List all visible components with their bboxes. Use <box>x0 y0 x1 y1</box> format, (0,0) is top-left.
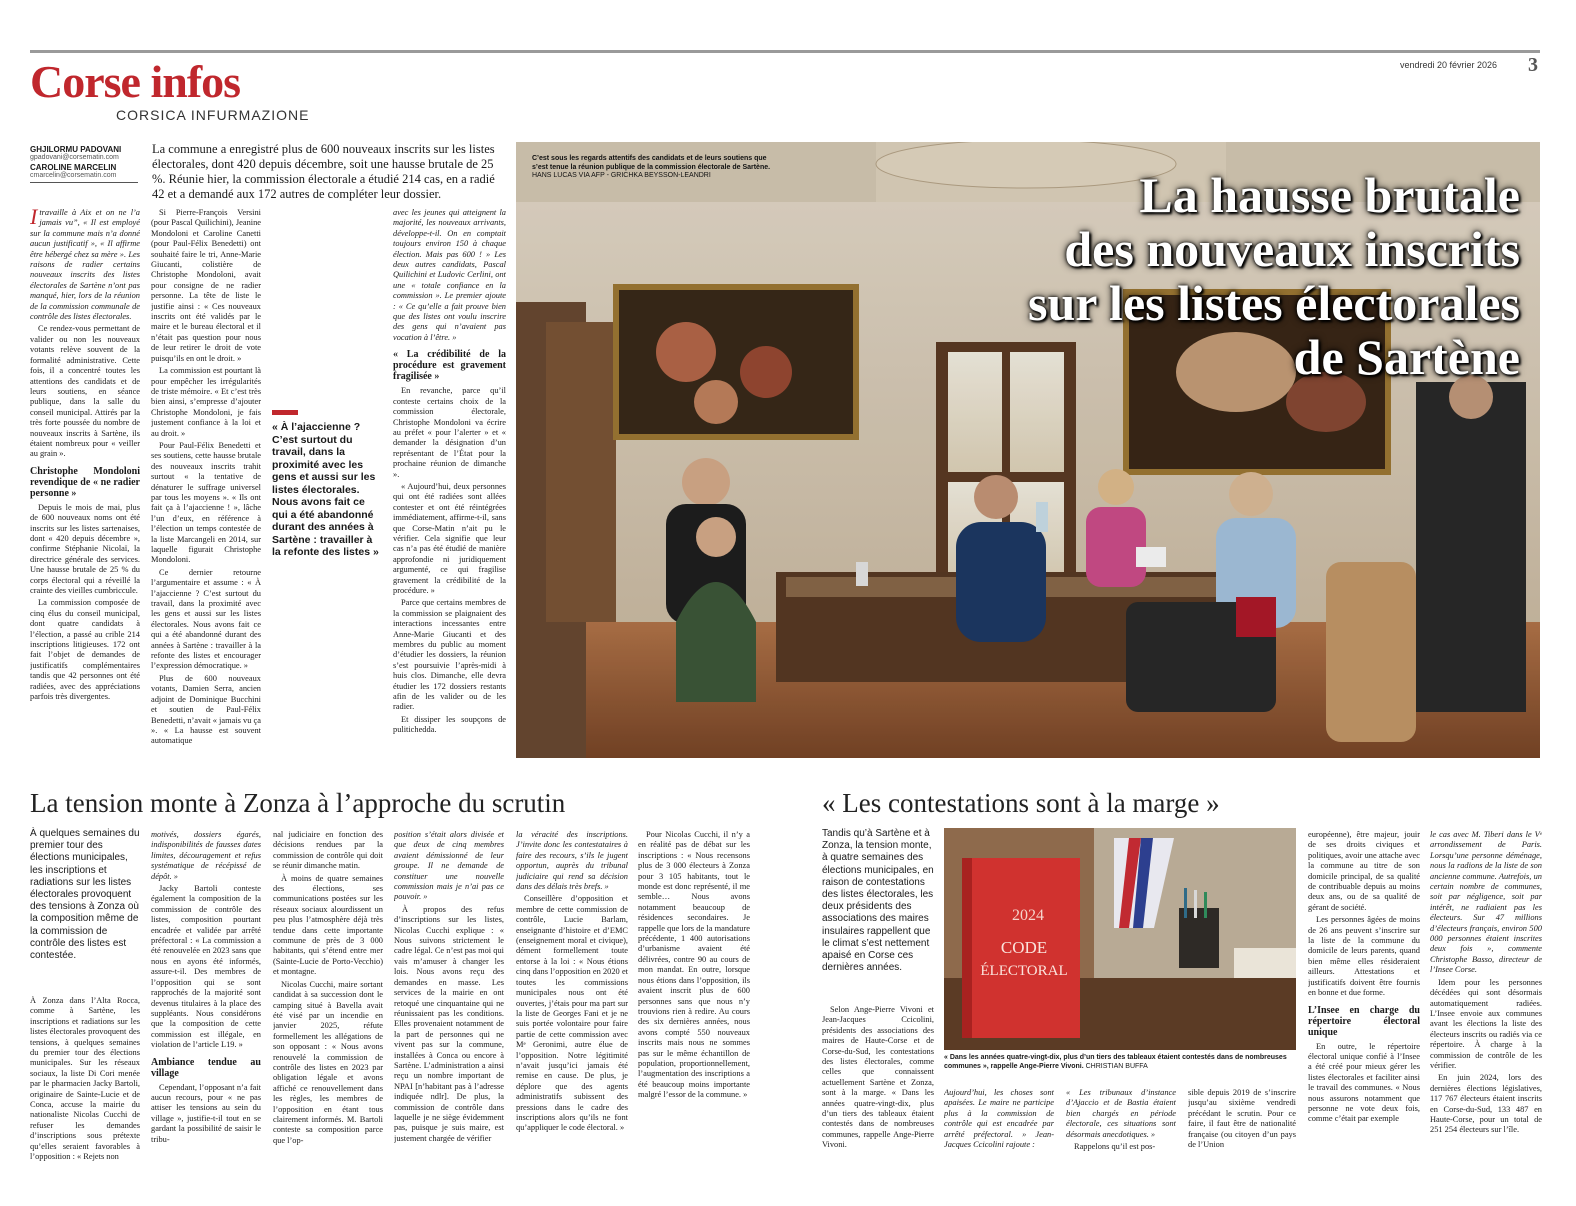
paragraph: Plus de 600 nouveaux votants, Damien Serra, ancien adjoint de Dominique Bucchini et soutien de Paul-Félix Benedetti, n’avait « jamais vu ça ». « La hausse est souvent automatique <box>151 673 261 746</box>
paragraph: « Les tribunaux d’instance d’Ajaccio et de Bastia étaient bien chargés en période électorale, ces situations sont désormais anecdotiques. » <box>1066 1088 1176 1139</box>
paragraph: Et dissiper les soupçons de pulitichedda. <box>393 714 506 735</box>
headline-line: des nouveaux inscrits <box>1064 221 1520 277</box>
subheading: « La crédibilité de la procédure est gravement fragilisée » <box>393 349 506 383</box>
paragraph: Parce que certains membres de la commission se plaignaient des interactions incessantes entre Anne-Marie Giucanti et des membres du public au moment d’étudier les dossiers, la réunion s’est poursuivie l’après-midi à huis clos. Dimanche, elle devra étudier les 172 dossiers restants afin de les valider ou de les radier. <box>393 598 506 712</box>
caption-text: « Dans les années quatre-vingt-dix, plus d’un tiers des tableaux étaient contestés dans de nombreuses communes », rappelle Ange-Pierre Vivoni. <box>944 1054 1287 1070</box>
paragraph: La commission est pourtant là pour empêcher les irrégularités de triste mémoire. « Et c’est très bien ainsi, s’empresse d’ajouter Christophe Mondoloni, je fais justement confiance à la loi et au droit. » <box>151 366 261 438</box>
contestations-lead: Tandis qu’à Sartène et à Zonza, la tension monte, à quatre semaines des élections municipales, en raison de contestations des listes électorales, les deux présidents des associations des maires insulaires rappellent que le climat s’est nettement apaisé en Corse ces dernières années. <box>822 828 934 974</box>
photo-credit: HANS LUCAS VIA AFP - GRICHKA BEYSSON-LEANDRI <box>532 172 711 179</box>
paragraph: Les personnes âgées de moins de 26 ans peuvent s’inscrire sur la liste de la commune du domicile de leurs parents, quand bien même elles résideraient ailleurs. Attestations et justificatifs doivent être fournis en bonne et due forme. <box>1308 915 1420 998</box>
caption-text: C’est sous les regards attentifs des candidats et de leurs soutiens que s’est tenue la réunion publique de la commission électorale de Sartène. <box>532 155 771 171</box>
contestations-column-3 <box>1066 1088 1176 1202</box>
author-email[interactable]: gpadovani@corsematin.com <box>30 154 119 161</box>
headline-line: La hausse brutale <box>1139 167 1520 223</box>
book-title-2: ÉLECTORAL <box>980 963 1068 979</box>
paragraph: La commission composée de cinq élus du conseil municipal, dont quatre candidats à l’élection, a passé au crible 214 inscriptions litigieuses. 172 ont fait l’objet de demandes de justificatifs complémentaires tandis que 42 personnes ont été radiées, avec des appréciations parfois très divergentes. <box>30 598 140 702</box>
page-number: 3 <box>1528 54 1538 76</box>
paragraph: Nicolas Cucchi, maire sortant candidat à sa succession dont le camping situé à Bavella avait été visé par un incendie en janvier 2025, réfute formellement les allégations de son opposant : « Nous avons renouvelé la commission de contrôle des listes en 2023 par obligation légale et avons affiché ce renouvellement dans les règles, les membres de l’opposition en étant tous clairement informés. M. Bartoli conteste sa composition parce que l’op- <box>273 979 383 1145</box>
issue-date: vendredi 20 février 2026 <box>1400 60 1498 70</box>
masthead-subtitle: CORSICA INFURMAZIONE <box>116 107 310 123</box>
paragraph: Jacky Bartoli conteste également la composition de la commission de contrôle des listes, composition pourtant encadrée et validée par arrêté préfectoral : « La commission a été renouvelée en 2023 sans que nous en ayons été informés, assure-t-il. Des membres de l’opposition qui se sont rapprochés de la majorité sont devenus titulaires à la place des suppléants. Nous considérons que la composition de cette commission est illégale, en violation de l’article L19. » <box>151 884 261 1050</box>
paragraph: Ce dernier retourne l’argumentaire et assume : « À l’ajaccienne ? C’est surtout du travail, dans la proximité avec les gens et aussi sur les listes électorales. Nous avons fait ce qui a été abandonné durant des années à Sartène : travailler à la refonte des listes et encourager l’expression démocratique. » <box>151 567 261 671</box>
code-electoral-photo <box>944 828 1296 1050</box>
paragraph: En juin 2024, lors des dernières élections législatives, 117 767 électeurs étaient inscrits en Corse-du-Sud, 133 487 en Haute-Corse, pour un total de 251 254 électeurs sur l’île. <box>1430 1073 1542 1135</box>
contestations-column-4 <box>1188 1088 1296 1202</box>
paragraph: européenne), être majeur, jouir de ses droits civiques et politiques, avoir une attache avec la commune au titre de son domicile principal, de sa qualité de contribuable depuis au moins deux ans, ou de sa qualité de gérant de société. <box>1308 830 1420 912</box>
photo-caption-2 <box>944 1054 1296 1071</box>
paragraph: Pour Nicolas Cucchi, il n’y a en réalité pas de débat sur les inscriptions : « Nous recensons plus de 3 000 électeurs à Zonza pour 3 105 habitants, tout le monde est donc représenté, il me semble… Nous avons notamment beaucoup de résidences secondaires. Je rappelle que lors de la mandature précédente, 1 400 autorisations d’urbanisme avaient été délivrées, contre 90 au cours de mon mandat. En outre, lorsque nous étions dans l’opposition, ils avaient inscrit plus de 600 personnes sans que nous n’y trouvions rien à redire. Au cours des six dernières années, nous avons compté 550 nouveaux inscrits mais nous ne sommes pas sur le même échantillon de population, proportionnellement, l’augmentation des inscriptions a été beaucoup moins importante malgré l’essor de la commune. » <box>638 830 750 1100</box>
paragraph: sible depuis 2019 de s’inscrire jusqu’au sixième vendredi précédant le scrutin. Pour ce faire, il faut être de nationalité française (ou citoyen d’un pays de l’Union <box>1188 1088 1296 1150</box>
pull-quote <box>272 410 380 559</box>
subheading: Christophe Mondoloni revendique de « ne radier personne » <box>30 465 140 499</box>
paragraph: Idem pour les personnes décédées qui sont désormais automatiquement radiées. L’Insee envoie aux communes avant les élections la liste des électeurs inscrits ou radiés via ce répertoire. À charge à la commission de contrôle de les vérifier. <box>1430 977 1542 1070</box>
paragraph: Aujourd’hui, les choses sont apaisées. Le maire ne participe plus à la commission de contrôle qui est encadrée par arrêté préfectoral. » Jean-Jacques Ccicolini rajoute : <box>944 1088 1054 1150</box>
author-divider <box>30 182 138 183</box>
article-column-2 <box>151 208 261 768</box>
quote-accent-bar <box>272 410 298 415</box>
paragraph: nal judiciaire en fonction des décisions rendues par la commission de contrôle qui doit se réunir dimanche matin. <box>273 830 383 871</box>
zonza-headline: La tension monte à Zonza à l’approche du scrutin <box>30 788 566 818</box>
zonza-column-3 <box>273 830 383 1202</box>
zonza-column-5 <box>516 830 628 1202</box>
paragraph: Si Pierre-François Versini (pour Pascal Quilichini), Jeanine Mondoloni et Caroline Canetti (pour Paul-Félix Benedetti) ont souhaité faire le tri, Anne-Marie Giucanti, colistière de Christophe Mondoloni, avait pour consigne de ne radier personne. La tête de liste le justifie ainsi : « Ces nouveaux inscrits ont été validés par le maire et le bureau électoral et il n’était pas question pour nous de leur retirer le droit de vote puisqu’ils en ont le droit. » <box>151 208 261 363</box>
main-headline <box>860 168 1520 384</box>
zonza-column-2 <box>151 830 261 1202</box>
paragraph: Conseillère d’opposition et membre de cette commission de contrôle, Lucie Barlam, enseignante d’histoire et d’EMC (enseignement moral et civique), dément formellement toute entorse à la loi : « Nous étions cinq dans l’opposition en 2020 et toutes les commissions municipales nous ont été ouvertes, j’étais pour ma part sur la liste de Georges Fani et je ne suis portée volontaire pour faire partie de cette commission avec Mᵉ Geronimi, autre élue de l’opposition. Notre légitimité n’avait jusqu’ici jamais été remise en cause. De plus, je déplore que des agents administratifs subissent des pressions dans le cadre des inscriptions alors qu’ils ne font qu’appliquer le code électoral. » <box>516 894 628 1133</box>
contestations-column-2 <box>944 1088 1054 1202</box>
headline-line: de Sartène <box>1293 329 1520 385</box>
top-rule <box>30 50 1540 53</box>
paragraph: Cependant, l’opposant n’a fait aucun recours, pour « ne pas attiser les tensions au sein du village », justifie-t-il tout en se gardant la possibilité de saisir le tribu- <box>151 1082 261 1144</box>
contestations-column-6 <box>1430 830 1542 1202</box>
contestations-column-1 <box>822 1005 934 1202</box>
book-title-1: CODE <box>1000 938 1048 957</box>
paragraph: À propos des refus d’inscriptions sur les listes, Nicolas Cucchi explique : « Nous suivons strictement le cadre légal. Ce n’est pas moi qui vais m’amuser à changer les lois. Nous avons reçu des demandes en masse. Les services de la mairie en ont retoqué une cinquantaine qui ne réunissaient pas les conditions. Elles provenaient notamment de la part de personnes qui ne vivent pas sur la commune, installées à Conca ou encore à Sartène. L’administration a ainsi reçu un nombre important de NPAI [n’habitant pas à l’adresse indiquée ndlr]. De plus, la commission de contrôle dans laquelle je ne siège évidemment pas, puisque je suis maire, est justement chargée de vérifier <box>394 904 504 1143</box>
author-name: GHJILORMU PADOVANI <box>30 145 122 154</box>
zonza-lead: À quelques semaines du premier tour des élections municipales, les inscriptions et radiations sur les listes électorales provoquent des tensions à Zonza où la composition même de la commission de contrôle des listes est contestée. <box>30 828 140 962</box>
paragraph: avec les jeunes qui atteignent la majorité, les nouveaux arrivants, développe-t-il. On en comptait toujours environ 150 à chaque élection. Mais pas 600 ! » Les deux autres candidats, Pascal Quilichini et Ludovic Cerlini, ont une « totale confiance en la commission ». Le premier ajoute : « Ce qu’elle a fait prouve bien que des listes ont voulu inscrire des gens qui n’avaient pas vocation à l’être. » <box>393 208 506 342</box>
book-year: 2024 <box>1012 907 1044 924</box>
paragraph: le cas avec M. Tiberi dans le Vᵉ arrondissement de Paris. Lorsqu’une personne déménage, nous la radions de la liste de son ancienne commune. Autrefois, un certain nombre de communes, soit par négligence, soit par intérêt, ne radiaient pas les électeurs. Sur 47 millions d’électeurs français, environ 500 000 personnes étaient inscrites deux fois », commente Christophe Basso, directeur de l’Insee Corse. <box>1430 830 1542 975</box>
paragraph: Selon Ange-Pierre Vivoni et Jean-Jacques Ccicolini, présidents des associations des maires de Haute-Corse et de Corse-du-Sud, les contestations des listes électorales, comme celles que connaissent actuellement Sartène et Zonza, sont à la marge. « Dans les années quatre-vingt-dix, plus d’un tiers des tableaux étaient contestés dans de nombreuses communes, rappelle Ange-Pierre Vivoni. <box>822 1005 934 1150</box>
lead-paragraph: La commune a enregistré plus de 600 nouveaux inscrits sur les listes électorales, dont 420 depuis décembre, soit une hausse brutale de 25 %. Réunie hier, la commission électorale a étudié 214 cas, en a radié 42 et a demandé aux 172 autres de compléter leur dossier. <box>152 142 495 201</box>
paragraph: Rappelons qu’il est pos- <box>1074 1142 1156 1152</box>
paragraph: Ce rendez-vous permettant de valider ou non les nouveaux votants relève souvent de la formalité administrative. Cette fois, il a concentré toutes les attentions des candidats et de leurs soutiens, en séance publique, dans la salle du conseil municipal. Attirés par la très forte poussée du nombre de nouveaux inscrits à Sartène, ils étaient nombreux pour « veiller au grain ». <box>30 324 140 459</box>
masthead-title: Corse infos <box>30 56 241 107</box>
author-name: CAROLINE MARCELIN <box>30 163 117 172</box>
zonza-column-1 <box>30 996 140 1202</box>
paragraph: la véracité des inscriptions. J’invite donc les contestataires à faire des recours, s’ils le jugent opportun, auprès du tribunal judiciaire qui rend sa décision dans des délais très brefs. » <box>516 830 628 892</box>
paragraph: Pour Paul-Félix Benedetti et ses soutiens, cette hausse brutale des nouveaux inscrits trahit surtout « la tentative de dénaturer le suffrage universel par tous les moyens ». « Ils ont fait ça à l’ajaccienne ! », lâche l’un d’eux, en référence à l’élection un temps contestée de la liste Marcangeli en 2014, sur laquelle figurait Christophe Mondoloni. <box>151 440 261 565</box>
paragraph: position s’était alors divisée et que deux de cinq membres avaient démissionné de leur groupe. Il ne demande de constituer une nouvelle commission mais je n’ai pas ce pouvoir. » <box>394 830 504 902</box>
paragraph: motivés, dossiers égarés, indisponibilités de fausses dates limites, découragement et refus systématique de récépissé de dépôt. » <box>151 830 261 881</box>
headline-line: sur les listes électorales <box>1028 275 1520 331</box>
contestations-column-5 <box>1308 830 1420 1202</box>
paragraph: Depuis le mois de mai, plus de 600 nouveaux noms ont été inscrits sur les listes sartenaises, dont « 420 depuis décembre », confirme Stéphanie Nicolaï, la directrice générale des services. Une hausse brutale de 25 % du corps électoral qui a réveillé la crainte des vieilles cumbriccule. <box>30 502 140 595</box>
paragraph: En revanche, parce qu’il conteste certains choix de la commission électorale, Christophe Mondoloni va écrire au préfet « pour l’alerter » et « demander la désignation d’un représentant de l’État pour la prochaine réunion de dimanche ». <box>393 386 506 479</box>
article-column-1 <box>30 208 140 768</box>
paragraph: « Aujourd’hui, deux personnes qui ont été radiées sont allées contester et ont été réintégrées immédiatement, affirme-t-il, sans que Corse-Matin n’ait pu le vérifier. Cela signifie que leur cas n’a pas été étudié de manière approfondie ni juridiquement argumenté, ce qui fragilise gravement la crédibilité de la procédure. » <box>393 481 506 595</box>
paragraph: En outre, le répertoire électoral unique confié à l’Insee a été créé pour mieux gérer les listes électorales et faciliter ainsi le travail des communes. « Nous nous assurons notamment que personne ne vote deux fois, comme c’était par exemple <box>1308 1041 1420 1124</box>
zonza-column-6 <box>638 830 750 1202</box>
quote-text: « À l’ajaccienne ? C’est surtout du travail, dans la proximité avec les gens et aussi sur les listes électorales. Nous avons fait ce qui a été abandonné durant des années à Sartène : travailler à la refonte des listes » <box>272 421 379 558</box>
paragraph: À Zonza dans l’Alta Rocca, comme à Sartène, les inscriptions et radiations sur les listes électorales provoquent des tensions, à quelques semaines du premier tour des élections municipales. Sur les réseaux sociaux, la liste Di Cori menée par le pharmacien Jacky Bartoli, originaire de Sainte-Lucie et de Conca, accuse la mairie du nationaliste Nicolas Cucchi de refuser les demandes d’inscriptions sous prétexte qu’elles seraient favorables à l’opposition : « Rejets non <box>30 996 140 1162</box>
subheading: L’Insee en charge du répertoire électoral unique <box>1308 1004 1420 1038</box>
paragraph: travaille à Aix et on ne l’a jamais vu”, « Il est employé sur la commune mais n’a donné aucun justificatif », « Il affirme être hébergé chez sa mère ». Les raisons de radier certains nouveaux inscrits des listes électorales de Sartène n’ont pas manqué, hier, lors de la réunion de la commission communale de contrôle des listes électorales. <box>30 208 140 322</box>
article-column-3 <box>393 208 506 768</box>
paragraph: À moins de quatre semaines des élections, ses communications postées sur les réseaux sociaux alourdissent un peu plus l’atmosphère déjà très tendue dans cette importante commune de près de 3 000 habitants, qui s’étend entre mer (Sainte-Lucie de Porto-Vecchio) et montagne. <box>273 873 383 977</box>
photo-credit: CHRISTIAN BUFFA <box>1085 1062 1148 1070</box>
author-email[interactable]: cmarcelin@corsematin.com <box>30 172 117 179</box>
photo-caption <box>532 155 782 181</box>
drop-cap: I <box>30 208 38 229</box>
zonza-column-4 <box>394 830 504 1202</box>
contestations-headline: « Les contestations sont à la marge » <box>822 788 1220 818</box>
author-block <box>30 145 138 183</box>
subheading: Ambiance tendue au village <box>151 1056 261 1079</box>
